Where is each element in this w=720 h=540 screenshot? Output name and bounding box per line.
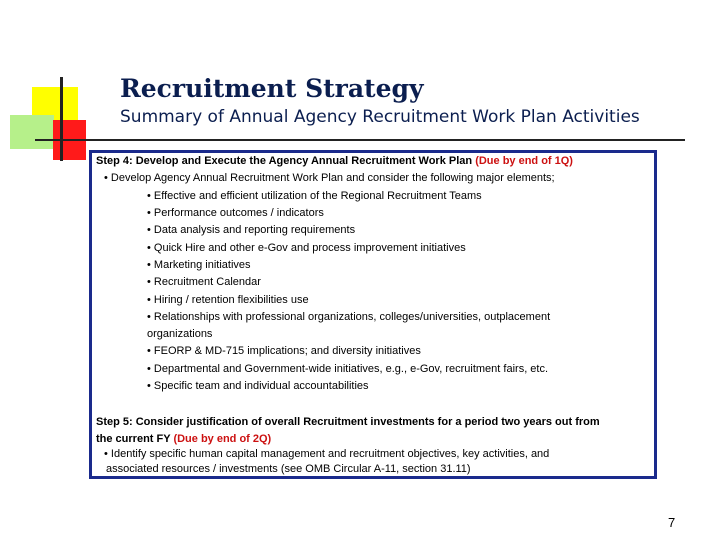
step4-item: • Relationships with professional organizations, colleges/universities, outplacement — [147, 311, 551, 323]
step4-item: • Data analysis and reporting requirements — [147, 224, 356, 236]
page-number: 7 — [668, 515, 676, 530]
step4-item: • Effective and efficient utilization of the Regional Recruitment Teams — [147, 190, 482, 202]
decor-vertical-line — [60, 77, 63, 161]
step5-due: (Due by end of 2Q) — [173, 433, 272, 445]
step4-item: • Departmental and Government-wide initiatives, e.g., e-Gov, recruitment fairs, etc. — [147, 363, 549, 375]
step5-line2: associated resources / investments (see OMB Circular A-11, section 31.11) — [106, 463, 471, 475]
step4-item: • Performance outcomes / indicators — [147, 207, 324, 219]
step4-heading: Step 4: Develop and Execute the Agency Annual Recruitment Work Plan — [96, 155, 473, 167]
slide-subtitle: Summary of Annual Agency Recruitment Work Plan Activities — [120, 107, 640, 127]
decor-horizontal-line — [35, 139, 685, 141]
step4-item: • Specific team and individual accountabilities — [147, 380, 369, 392]
decor-green-square — [10, 115, 54, 149]
step4-heading-line — [96, 153, 573, 170]
step5-line1: • Identify specific human capital management and recruitment objectives, key activities, and — [104, 448, 550, 460]
step4-item: • Recruitment Calendar — [147, 276, 261, 288]
step4-intro: • Develop Agency Annual Recruitment Work Plan and consider the following major elements; — [104, 172, 555, 184]
step5-heading-line1: Step 5: Consider justification of overall Recruitment investments for a period two years out from — [96, 416, 600, 428]
step4-due: (Due by end of 1Q) — [475, 155, 573, 167]
step4-item: • FEORP & MD-715 implications; and diversity initiatives — [147, 345, 421, 357]
step5-heading: the current FY — [96, 433, 171, 445]
step4-item: • Quick Hire and other e-Gov and process improvement initiatives — [147, 242, 466, 254]
step4-item: • Hiring / retention flexibilities use — [147, 294, 309, 306]
step4-item-continuation: organizations — [147, 328, 213, 340]
step4-item: • Marketing initiatives — [147, 259, 251, 271]
slide-title: Recruitment Strategy — [120, 74, 424, 103]
